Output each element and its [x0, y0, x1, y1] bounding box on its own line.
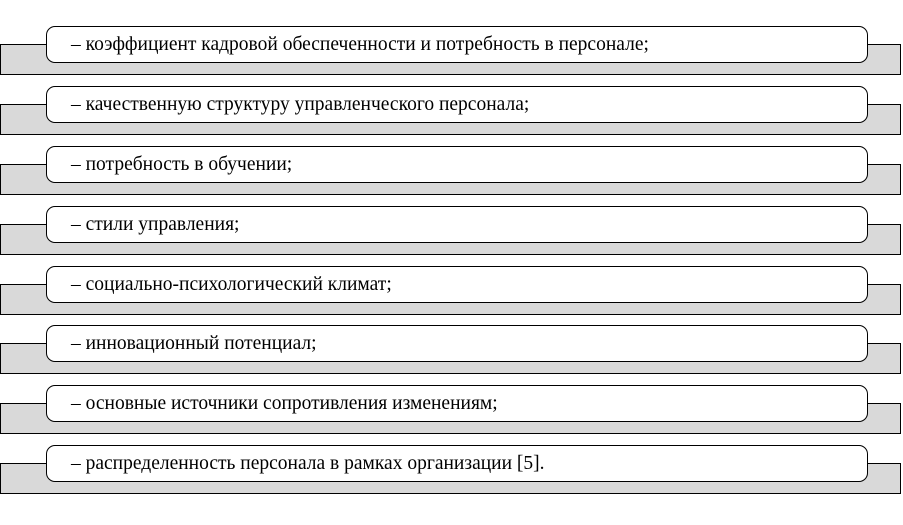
list-item: – потребность в обучении; [46, 146, 868, 183]
list-item: – инновационный потенциал; [46, 325, 868, 362]
list-row-4 [0, 206, 903, 250]
list-row-8 [0, 445, 903, 489]
list-item: – качественную структуру управленческого персонала; [46, 86, 868, 123]
list-row-1 [0, 26, 903, 70]
list-item: – основные источники сопротивления изменениям; [46, 385, 868, 422]
list-row-5 [0, 266, 903, 310]
list-row-7 [0, 385, 903, 429]
list-row-2 [0, 86, 903, 130]
list-item: – распределенность персонала в рамках организации [5]. [46, 445, 868, 482]
list-item: – коэффициент кадровой обеспеченности и потребность в персонале; [46, 26, 868, 63]
list-row-3 [0, 146, 903, 190]
list-item: – социально-психологический климат; [46, 266, 868, 303]
list-row-6 [0, 325, 903, 369]
list-item: – стили управления; [46, 206, 868, 243]
